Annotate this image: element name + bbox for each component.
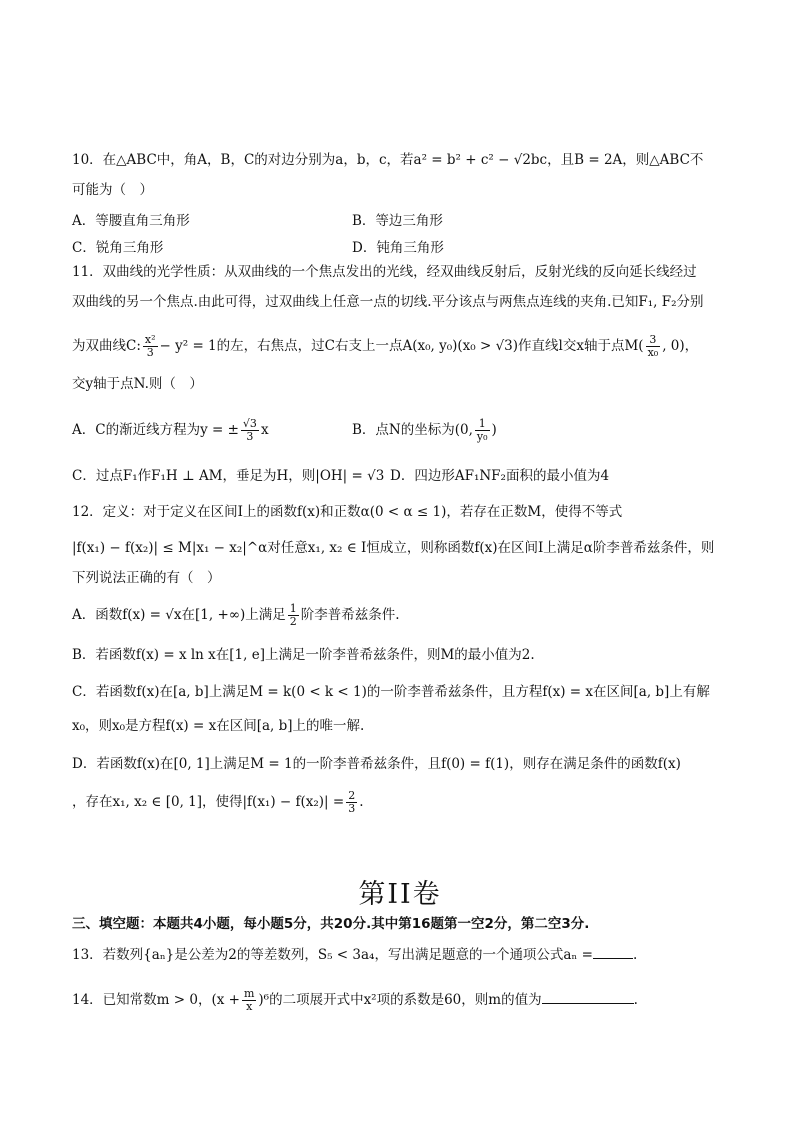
q12-option-b: B．若函数f(x) = x ln x在[1, e]上满足一阶李普希兹条件，则M的最小值为2. [72,647,535,663]
fraction-2-over-3: $\frac{2}{3}$ [348,789,356,815]
q13-stem: 13．若数列{aₙ}是公差为2的等差数列，S₅ < 3a₄，写出满足题意的一个通项公式aₙ = . [72,944,637,965]
q11-stem-line1: 11．双曲线的光学性质：从双曲线的一个焦点发出的光线，经双曲线反射后，反射光线的反向延长线经过 [72,264,697,280]
section-heading: 三、填空题：本题共4小题，每小题5分，共20分.其中第16题第一空2分，第二空3分. [72,916,590,932]
q10-option-a: A．等腰直角三角形 [72,213,190,229]
fraction-sqrt3-over-3: $\frac{√3}{3}$ [242,417,257,443]
q11-option-d: D．四边形AF₁NF₂面积的最小值为4 [390,468,610,484]
q12-option-c-line2: x₀，则x₀是方程f(x) = x在区间[a, b]上的唯一解. [72,718,365,734]
q10-stem-line1: 10．在△ABC中，角A，B，C的对边分别为a，b，c，若a² = b² + c² − √2bc，且B = 2A，则△ABC不 [72,152,704,168]
fraction-1-over-2: $\frac{1}{2}$ [289,602,297,628]
q11-option-b: B．点N的坐标为(0, $\frac{1}{\text{y₀}}$ ) [352,417,497,443]
q11-stem-line4: 交y轴于点N.则（ ） [72,376,203,392]
q12-option-c-line1: C．若函数f(x)在[a, b]上满足M = k(0 < k < 1)的一阶李普希兹条件，且方程f(x) = x在区间[a, b]上有解 [72,684,710,700]
q12-stem-line3: 下列说法正确的有（ ） [72,570,221,586]
q12-option-d-line2: ，存在x₁, x₂ ∈ [0, 1]，使得|f(x₁) − f(x₂)| = $\frac{2}{3}$ . [72,789,364,815]
q10-stem-line2: 可能为（ ） [72,182,153,198]
q12-option-a: A．函数f(x) = √x在[1, +∞)上满足 $\frac{1}{2}$ 阶李普希兹条件. [72,602,400,628]
section-title: 第II卷 [358,879,442,910]
answer-blank[interactable] [593,944,633,959]
fraction-x2-over-3: $\frac{\text{x²}}{3}$ [144,333,156,359]
q10-option-b: B．等边三角形 [352,213,443,229]
q11-option-c: C．过点F₁作F₁H ⊥ AM，垂足为H，则|OH| = √3 [72,468,385,484]
q11-option-a: A．C的渐近线方程为y = ± $\frac{√3}{3}$ x [72,417,269,443]
fraction-1-over-y0: $\frac{1}{\text{y₀}}$ [476,417,488,443]
q12-stem-line2: |f(x₁) − f(x₂)| ≤ M|x₁ − x₂|^α对任意x₁, x₂ ∈ I恒成立，则称函数f(x)在区间I上满足α阶李普希兹条件，则 [72,540,715,556]
q11-stem-line2: 双曲线的另一个焦点.由此可得，过双曲线上任意一点的切线.平分该点与两焦点连线的夹角.已知F₁, F₂分别 [72,294,704,310]
fraction-3-over-x0: $\frac{3}{\text{x₀}}$ [647,333,659,359]
fraction-m-over-x: $\frac{m}{x}$ [243,987,255,1013]
q12-stem-line1: 12．定义：对于定义在区间I上的函数f(x)和正数α(0 < α ≤ 1)，若存在正数M，使得不等式 [72,504,623,520]
q10-option-c: C．锐角三角形 [72,240,164,256]
q10-option-d: D．钝角三角形 [352,240,444,256]
q12-option-d-line1: D．若函数f(x)在[0, 1]上满足M = 1的一阶李普希兹条件，且f(0) = f(1)，则存在满足条件的函数f(x) [72,756,681,772]
q14-stem: 14．已知常数m > 0，(x + $\frac{m}{x}$ )⁶的二项展开式中x²项的系数是60，则m的值为 . [72,987,638,1013]
answer-blank[interactable] [542,989,634,1004]
q11-stem-line3: 为双曲线C: $\frac{\text{x²}}{3}$ − y² = 1的左，右焦点，过C右支上一点A(x₀, y₀)(x₀ > √3)作直线l交x轴于点M( $\frac{3}{\text{x₀}}$ , 0)， [72,333,699,359]
